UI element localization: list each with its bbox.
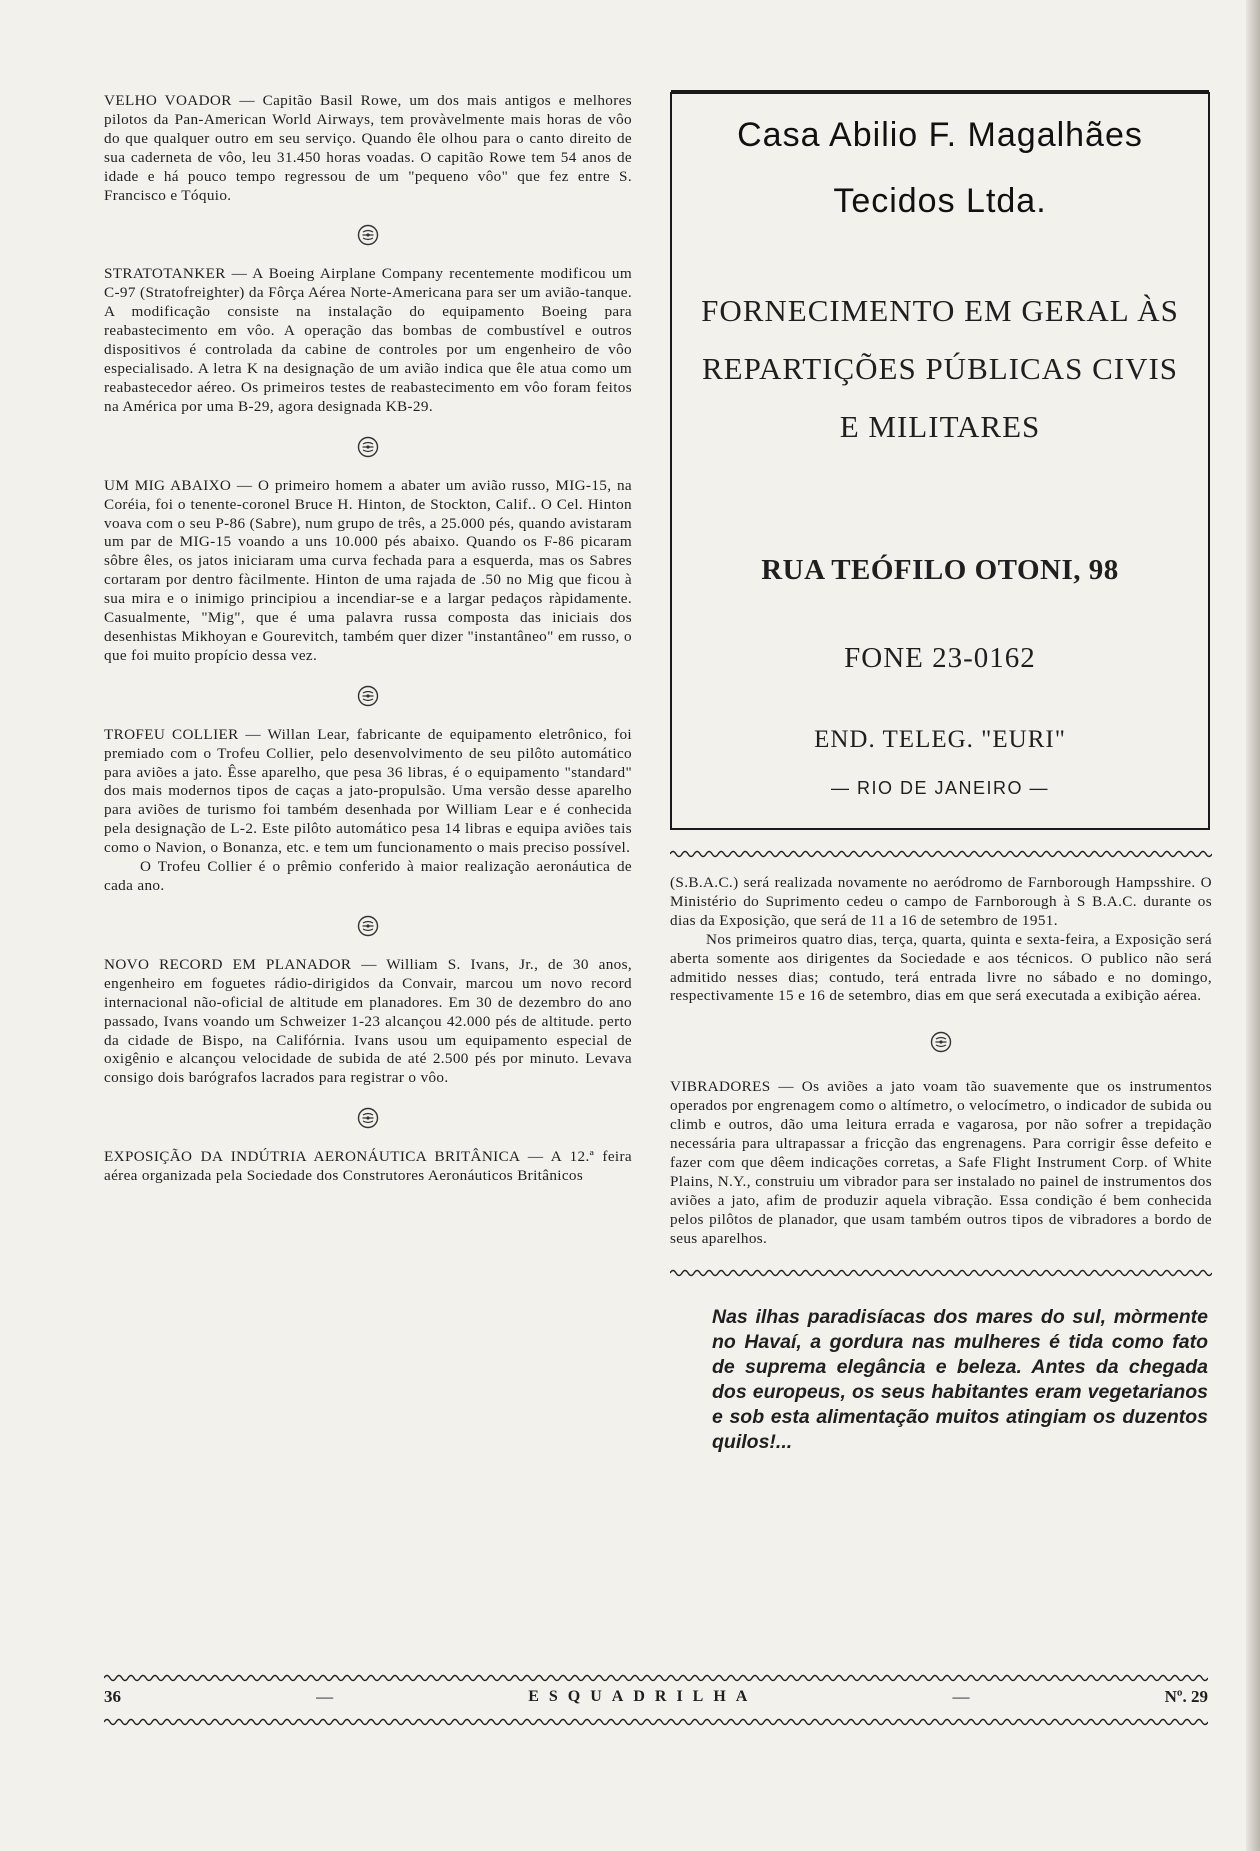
propeller-emblem-icon — [356, 684, 380, 708]
article-trofeu-collier — [104, 726, 632, 896]
ad-city: — RIO DE JANEIRO — — [830, 778, 1050, 798]
filler-note: Nas ilhas paradisíacas dos mares do sul, mòrmente no Havaí, a gordura nas mulheres é tida como fato de suprema elegância e beleza. Antes da chegada dos europeus, os seus habitantes eram vegetarianos e sob esta alimentação muitos atingiam os duzentos quilos!... — [712, 1305, 1208, 1453]
footer-dash: — — [952, 1687, 970, 1706]
article-velho-voador — [104, 92, 632, 205]
left-column — [104, 92, 632, 1186]
article-paragraph: STRATOTANKER — A Boeing Airplane Company recentemente modificou um C-97 (Stratofreighter) da Fôrça Aérea Norte-Americana para ser um avião-tanque. A modificação consiste na instalação do equipamento Boeing para reabastecimento em vôo. A operação das bombas de combustível e outros dispositivos é controlada da cabine de controles por um engenheiro de vôo especialisado. A letra K na designação de um avião indica que êle atua como um reabastecedor aéreo. Os primeiros testes de reabastecimento em vôo foram feitos na América por uma B-29, agora designada KB-29. — [104, 265, 632, 415]
article-exposicao — [104, 1148, 632, 1186]
article-paragraph: UM MIG ABAIXO — O primeiro homem a abater um avião russo, MIG-15, na Coréia, foi o tenente-coronel Bruce H. Hinton, de Stockton, Calif.. O Cel. Hinton voava com o seu P-86 (Sabre), num grupo de três, a 25.000 pés, quando avistaram um par de MIG-15 voando a uns 10.000 pés abaixo. Quando os F-86 picaram sôbre êles, os jatos iniciaram uma curva fechada para a esquerda, mas os Sabres cortaram por dentro fàcilmente. Hinton de uma rajada de .50 no Mig que ficou à sua mira e o inimigo principiou a incendiar-se e a largar pedaços ràpidamente. Casualmente, "Mig", que é uma palavra russa composta das iniciais dos desenhistas Mikhoyan e Gourevitch, também quer dizer "instantâneo" em russo, o que foi muito propício dessa vez. — [104, 476, 632, 664]
ad-telegraph: END. TELEG. "EURI" — [814, 726, 1066, 753]
article-exposicao-continued — [670, 874, 1212, 1006]
footer-wavy-line-top — [104, 1672, 1208, 1684]
advertisement-box — [670, 92, 1210, 830]
article-separator — [104, 417, 632, 477]
magazine-title: ESQUADRILHA — [528, 1688, 758, 1705]
article-paragraph: O Trofeu Collier é o prêmio conferido à maior realização aeronáutica de cada ano. — [104, 858, 632, 894]
propeller-emblem-icon — [356, 914, 380, 938]
article-paragraph: EXPOSIÇÃO DA INDÚTRIA AERONÁUTICA BRITÂNICA — A 12.ª feira aérea organizada pela Sociedade dos Construtores Aeronáuticos Britânicos — [104, 1148, 632, 1185]
ad-company-suffix: Tecidos Ltda. — [833, 182, 1047, 220]
article-paragraph: (S.B.A.C.) será realizada novamente no aeródromo de Farnborough Hampsshire. O Ministério do Suprimento cedeu o campo de Farnborough à S B.A.C. durante os dias da Exposição, que será de 11 a 16 de setembro de 1951. — [670, 874, 1212, 929]
article-novo-record — [104, 956, 632, 1088]
ad-supply-text: FORNECIMENTO EM GERAL ÀS REPARTIÇÕES PÚBLICAS CIVIS E MILITARES — [701, 293, 1179, 444]
article-paragraph: NOVO RECORD EM PLANADOR — William S. Ivans, Jr., de 30 anos, engenheiro em foguetes rádio-dirigidos da Convair, marcou um novo record internacional não-oficial de altitude em planadores. Em 30 de dezembro do ano passado, Ivans voando um Schweizer 1-23 alcançou 42.000 pés de altitude. perto da cidade de Bispo, na Califórnia. Ivans usou um equipamento especial de oxigênio e alcançou velocidade de subida de até 2.500 pés por minuto. Levava consigo dois barógrafos lacrados para registrar o vôo. — [104, 955, 632, 1087]
article-paragraph: VIBRADORES — Os aviões a jato voam tão suavemente que os instrumentos operados por engrenagem como o altímetro, o velocímetro, o indicador de subida ou climb e outros, dão uma leitura errada e vagarosa, por não sofrer a trepidação necessária para ultrapassar a fricção das engrenagens. Para corrigir êsse defeito e fazer com que dêem indicações corretas, a Safe Flight Instrument Corp. of White Plains, N.Y., construiu um vibrador para ser instalado no painel de instrumentos dos aviões a jato, afim de produzir aquela vibração. Essa condição é bem conhecida pelos pilôtos de planador, que usam também outros tipos de vibradores a bordo de seus aparelhos. — [670, 1078, 1212, 1247]
page-edge — [1246, 0, 1260, 1851]
article-vibradores — [670, 1078, 1212, 1248]
page-footer — [104, 1687, 1208, 1707]
propeller-emblem-icon — [929, 1030, 953, 1054]
propeller-emblem-icon — [356, 1106, 380, 1130]
article-separator — [670, 1006, 1212, 1078]
article-paragraph: Nos primeiros quatro dias, terça, quarta, quinta e sexta-feira, a Exposição será aberta somente aos dirigentes da Sociedade e aos técnicos. O publico não será admitido nesses dias; contudo, terá entrada livre no sábado e no domingo, respectivamente 15 e 16 de setembro, dias em que será executada a exibição aérea. — [670, 930, 1212, 1005]
article-paragraph: VELHO VOADOR — Capitão Basil Rowe, um dos mais antigos e melhores pilotos da Pan-American World Airways, tem provàvelmente mais horas de vôo do que qualquer outro em seu serviço. Quando êle olhou para o canto direito de sua caderneta de vôo, leu 31.450 horas voadas. O capitão Rowe tem 54 anos de idade e há pouco tempo regressou de um "pequeno vôo" que fez entre S. Francisco e Tóquio. — [104, 92, 632, 204]
ad-address: RUA TEÓFILO OTONI, 98 — [761, 554, 1119, 586]
article-separator — [104, 896, 632, 956]
propeller-emblem-icon — [356, 223, 380, 247]
wavy-divider — [670, 1267, 1212, 1279]
footer-dash: — — [316, 1687, 334, 1706]
page-number: 36 — [104, 1687, 121, 1706]
article-um-mig-abaixo — [104, 477, 632, 666]
article-paragraph: TROFEU COLLIER — Willan Lear, fabricante de equipamento eletrônico, foi premiado com o Trofeu Collier, pelo desenvolvimento de seu pilôto automático para aviões a jato. Êsse aparelho, que pesa 36 libras, é o equipamento "standard" dos mais modernos tipos de caças a jato-propulsão. Uma versão desse aparelho para aviões de turismo foi também desenhada por William Lear e é conhecida pela designação de L-2. Este pilôto automático pesa 14 libras e equipa aviões tais como o Navion, o Bonanza, etc. e tem um funcionamento o mais preciso possível. — [104, 725, 632, 857]
right-column — [670, 92, 1212, 1455]
article-separator — [104, 666, 632, 726]
propeller-emblem-icon — [356, 435, 380, 459]
ad-phone: FONE 23-0162 — [844, 642, 1036, 674]
issue-number: Nº. 29 — [1164, 1687, 1208, 1706]
article-separator — [104, 1088, 632, 1148]
wavy-divider — [670, 848, 1212, 860]
ad-company-name: Casa Abilio F. Magalhães — [737, 116, 1143, 154]
article-separator — [104, 205, 632, 265]
article-stratotanker — [104, 265, 632, 416]
footer-wavy-line-bottom — [104, 1716, 1208, 1728]
